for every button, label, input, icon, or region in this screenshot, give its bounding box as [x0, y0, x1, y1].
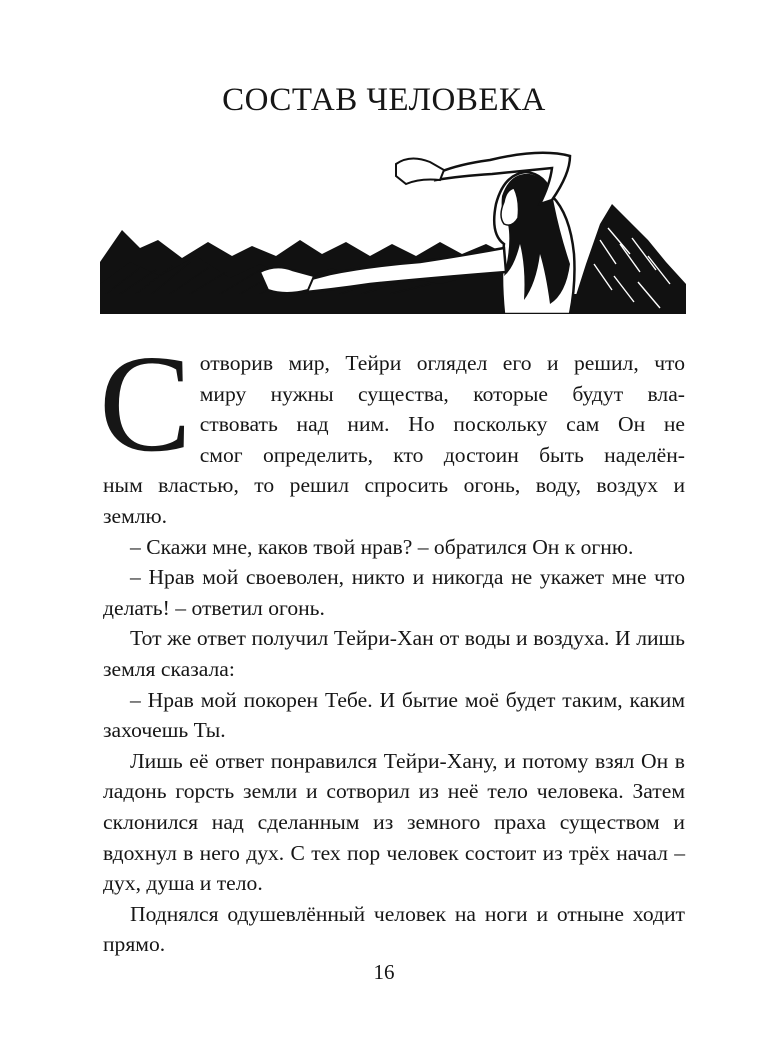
paragraph-7: Поднялся одушевлённый человек на ноги и отныне ходит прямо.: [103, 901, 685, 957]
paragraph-1: [99, 327, 685, 532]
paragraph-3: – Нрав мой своеволен, никто и никогда не укажет мне что делать! – ответил огонь.: [103, 565, 685, 620]
text-line: землю.: [103, 503, 168, 528]
paragraph-2: – Скажи мне, каков твой нрав? – обратился Он к огню.: [130, 534, 634, 559]
page-title: СОСТАВ ЧЕЛОВЕКА: [222, 82, 546, 118]
paragraph-5: – Нрав мой покорен Тебе. И бытие моё будет таким, каким захочешь Ты.: [103, 687, 685, 743]
mountain-figure-illustration: [100, 144, 686, 314]
text-line: ным властью, то решил спросить огонь, воду, воздух и: [103, 473, 685, 498]
page-number: 16: [373, 960, 395, 984]
paragraph-6: Лишь её ответ понравился Тейри-Хану, и потому взял Он в ладонь горсть земли и сотворил из неё тело человека. Затем склонился над сделанным из земного праха существом и вдохнул в него дух. С тех пор человек состоит из трёх начал – дух, душа и тело.: [103, 748, 685, 896]
text-line: ствовать над ним. Но поскольку сам Он не: [199, 412, 685, 437]
body-text: [99, 327, 685, 960]
drop-cap: С: [99, 327, 192, 481]
text-line: смог определить, кто достоин быть наделён-: [199, 442, 685, 467]
text-line: отворив мир, Тейри оглядел его и решил, что: [199, 351, 685, 375]
text-line: миру нужны существа, которые будут вла-: [199, 381, 685, 406]
paragraph-4: Тот же ответ получил Тейри-Хан от воды и воздуха. И лишь земля сказала:: [103, 626, 685, 681]
